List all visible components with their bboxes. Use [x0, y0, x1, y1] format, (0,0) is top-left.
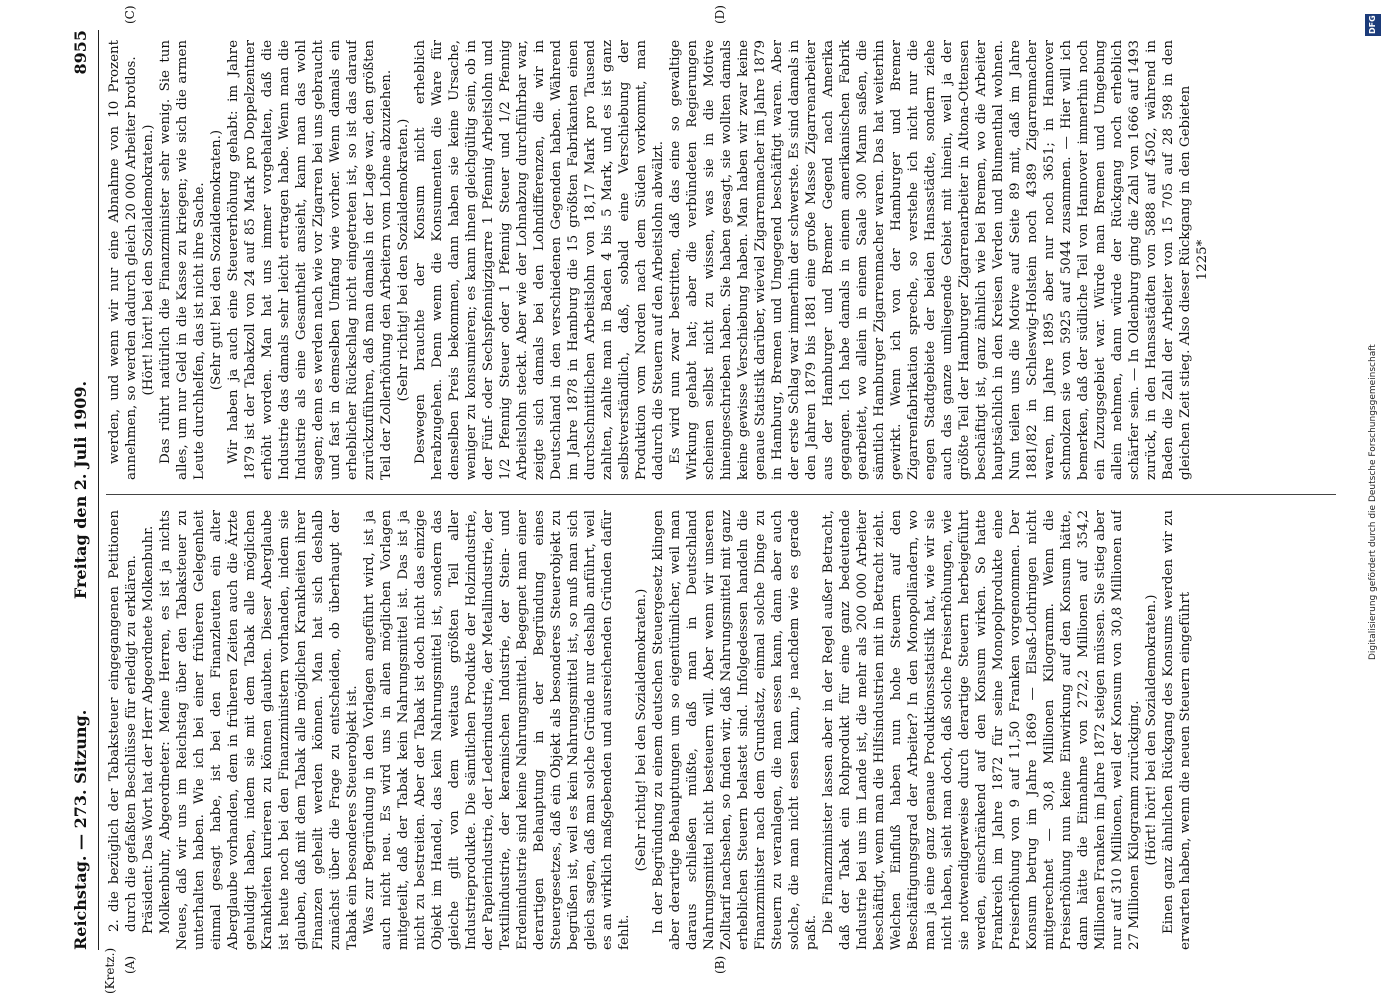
right-column — [106, 40, 1336, 480]
paragraph: In der Begründung zu einem deutschen Steuergesetz klingen aber derartige Behauptungen um so eigentümlicher, weil man daraus schließen müßte, daß man in Deutschland Nahrungsmittel nicht besteuern will. Aber wenn wir unseren Zolltarif nachsehen, so finden wir, daß Nahrungsmittel mit ganz erheblichen Steuern belastet sind. Infolgedessen handeln die Finanzminister nach dem Grundsatz, einmal solche Dinge zu Steuern zu veranlagen, die man essen kann, dann aber auch solche, die man nicht essen kann, je nachdem wie es gerade paßt. — [651, 510, 819, 950]
marker-a: (A) — [123, 955, 137, 974]
dfg-logo: DFG — [1365, 14, 1381, 36]
header-center: Freitag den 2. Juli 1909. — [71, 380, 90, 600]
page-header — [72, 30, 96, 950]
paragraph: Was zur Begründung in den Vorlagen angeführt wird, ist ja auch nicht neu. Es wird uns in allen möglichen Vorlagen mitgeteilt, daß der Tabak kein Nahrungsmittel ist. Das ist ja nicht zu bestreiten. Aber der Tabak ist doch nicht das einzige Objekt im Handel, das kein Nahrungsmittel ist, sondern das gleiche gilt von dem weitaus größten Teil aller Industrieprodukte. Die sämtlichen Produkte der Holzindustrie, der Papierindustrie, der Lederindustrie, der Metallindustrie, der Textilindustrie, der keramischen Industrie, der Stein- und Erdenindustrie sind keine Nahrungsmittel. Begegnet man einer derartigen Behauptung in der Begründung eines Steuergesetzes, daß ein Objekt als besonderes Steuerobjekt zu begrüßen ist, weil es kein Nahrungsmittel ist, so muß man sich gleich sagen, daß man solche Gründe nur deshalb anführt, weil es an wirklich maßgebenden und ausreichenden Gründen dafür fehlt. — [362, 510, 632, 950]
paragraph: (Sehr gut! bei den Sozialdemokraten.) — [209, 129, 224, 391]
paragraph: Die Finanzminister lassen aber in der Regel außer Betracht, daß der Tabak ein Rohprodukt für eine ganz bedeutende Industrie bei uns im Lande ist, die mehr als 200 000 Arbeiter beschäftigt, wenn man die Hilfsindustrien mit in Betracht zieht. Welchen Einfluß haben nun hohe Steuern auf den Beschäftigungsgrad der Arbeiter? In den Monopolländern, wo man ja eine ganz genaue Produktionsstatistik hat, wie wir sie nicht haben, sieht man doch, daß solche Preiserhöhungen, wie sie notwendigerweise durch derartige Steuern herbeigeführt werden, einschränkend auf den Konsum wirken. So hatte Frankreich im Jahre 1872 für seine Monopolprodukte eine Preiserhöhung von 9 auf 11,50 Franken vorgenommen. Der Konsum betrug im Jahre 1869 — Elsaß-Lothringen nicht mitgerechnet — 30,8 Millionen Kilogramm. Wenn die Preiserhöhung nun keine Einwirkung auf den Konsum hätte, dann hätte die Einnahme von 272,2 Millionen auf 354,2 Millionen Franken im Jahre 1872 steigen müssen. Sie stieg aber nur auf 310 Millionen, weil der Konsum von 30,8 Millionen auf 27 Millionen Kilogramm zurückging. — [821, 510, 1142, 950]
header-rule — [98, 30, 99, 950]
column-divider — [106, 494, 1336, 495]
header-left: Reichstag. — 273. Sitzung. — [71, 709, 90, 950]
paragraph: (Sehr richtig! bei den Sozialdemokraten.) — [634, 588, 649, 872]
dfg-credit — [1365, 14, 1381, 974]
marker-d: (D) — [713, 5, 727, 24]
paragraph: Deswegen brauchte der Konsum nicht erheblich herabzugehen. Denn wenn die Konsumenten die Ware für denselben Preis bekommen, dann haben sie keine Ursache, weniger zu konsumieren; es kann ihnen gleichgültig sein, ob in der Fünf- oder Sechspfennigzigarre 1 Pfennig Arbeitslohn und 1/2 Pfennig Steuer oder 1 Pfennig Steuer und 1/2 Pfennig Arbeitslohn steckt. Aber wie der Lohnabzug durchführbar war, zeigte sich damals bei den Lohndifferenzen, die wir in Deutschland in den verschiedenen Gegenden haben. Während im Jahre 1878 in Hamburg die 15 größten Fabrikanten einen durchschnittlichen Arbeitslohn von 18,17 Mark pro Tausend zahlten, zahlte man in Baden 4 bis 5 Mark, und es ist ganz selbstverständlich, daß, sobald eine Verschiebung der Produktion vom Norden nach dem Süden vorkommt, man dadurch die Steuern auf den Arbeitslohn abwälzt. — [413, 40, 666, 480]
paragraph: Das rührt natürlich die Finanzminister sehr wenig. Sie tun alles, um nur Geld in die Kasse zu kriegen; wie sich die armen Leute durchhelfen, das ist nicht ihre Sache. — [158, 40, 207, 480]
paragraph: Wir haben ja auch eine Steuererhöhung gehabt: im Jahre 1879 ist der Tabakzoll von 24 auf 85 Mark pro Doppelzentner erhöht worden. Man hat uns immer vorgehalten, daß die Industrie das damals sehr leicht ertragen habe. Wenn man die Industrie als eine Gesamtheit ansieht, kann man das wohl sagen; denn es werden nach wie vor Zigarren bei uns gebraucht und fast in demselben Umfang wie vorher. Wenn damals ein erheblicher Rückschlag nicht eingetreten ist, so ist das darauf zurückzuführen, daß man damals in der Lage war, den größten Teil der Zollerhöhung den Arbeitern vom Lohne abzuziehen. — [226, 40, 394, 480]
rotated-document-page — [71, 5, 1352, 994]
marker-c: (C) — [123, 5, 137, 24]
paragraph: (Hört! hört! bei den Sozialdemokraten.) — [1144, 594, 1159, 866]
paragraph: werden, und wenn wir nur eine Abnahme von 10 Prozent annehmen, so werden dadurch gleich 20 000 Arbeiter brotlos. — [107, 40, 139, 480]
paragraph: Präsident: Das Wort hat der Herr Abgeordnete Molkenbuhr. — [141, 525, 156, 934]
marginal-note: (Kretz.) — [103, 947, 117, 994]
paragraph: (Sehr richtig! bei den Sozialdemokraten.) — [396, 118, 411, 402]
paragraph: 2. die bezüglich der Tabaksteuer eingegangenen Petitionen durch die gefaßten Beschlüsse für erledigt zu erklären. — [107, 510, 139, 932]
paragraph: (Hört! hört! bei den Sozialdemokraten.) — [141, 124, 156, 396]
marker-b: (B) — [713, 955, 727, 974]
left-column — [106, 510, 1336, 950]
dfg-credit-text: Digitalisierung gefördert durch die Deutsche Forschungsgemeinschaft — [1368, 344, 1378, 660]
paragraph: Molkenbuhr, Abgeordneter: Meine Herren, es ist ja nichts Neues, daß wir uns im Reichstag über den Tabaksteuer zu unterhalten haben. Wie ich bei einer früheren Gelegenheit einmal gesagt habe, ist bei den Finanzleuten ein alter Aberglaube vorhanden, dem in früheren Zeiten auch die Ärzte gehuldigt haben, indem sie mit dem Tabak alle möglichen Krankheiten kurieren zu können glaubten. Dieser Aberglaube ist heute noch bei den Finanzministern vorhanden, indem sie glauben, daß mit dem Tabak alle möglichen Krankheiten ihrer Finanzen geheilt werden können. Man hat sich deshalb zunächst über die Frage zu entscheiden, ob überhaupt der Tabak ein besonderes Steuerobjekt ist. — [158, 510, 360, 950]
page-number: 8955 — [71, 30, 90, 75]
paragraph: Einen ganz ähnlichen Rückgang des Konsums werden wir zu erwarten haben, wenn die neuen Steuern eingeführt — [1161, 510, 1193, 950]
paragraph: Es wird nun zwar bestritten, daß das eine so gewaltige Wirkung gehabt hat; aber die verbündeten Regierungen scheinen selbst nicht zu wissen, was sie in die Motive hineingeschrieben haben. Sie haben gesagt, sie wollten damals keine gewisse Verschiebung haben. Man haben wir zwar keine genaue Statistik darüber, wieviel Zigarrenmacher im Jahre 1879 in Hamburg, Bremen und Umgegend beschäftigt waren. Aber der erste Schlag war immerhin der schwerste. Es sind damals in den Jahren 1879 bis 1881 eine große Masse Zigarrenarbeiter aus der Hamburger und Bremer Gegend nach Amerika gegangen. Ich habe damals in einem amerikanischen Fabrik gearbeitet, wo allein in einem Saale 300 Mann saßen, die sämtlich Hamburger Zigarrenmacher waren. Das hat weiterhin gewirkt. Wenn ich von der Hamburger und Bremer Zigarrenfabrikation spreche, so verstehe ich nicht nur die engen Stadtgebiete der beiden Hansastädte, sondern ziehe auch das ganze umliegende Gebiet mit hinein, weil ja der größte Teil der Hamburger Zigarrenarbeiter in Altona-Ottensen beschäftigt ist, ganz ähnlich wie bei Bremen, wo die Arbeiter hauptsächlich in den Kreisen Verden und Blumenthal wohnen. Nun teilen uns die Motive auf Seite 89 mit, daß im Jahre 1881/82 in Schleswig-Holstein noch 4389 Zigarrenmacher waren, im Jahre 1895 aber nur noch 3651; in Hannover schmolzen sie von 5925 auf 5044 zusammen. — Hier will ich bemerken, daß der südliche Teil von Hannover immerhin noch ein Zuzugsgebiet war. Würde man Bremen und Umgebung allein nehmen, dann würde der Rückgang noch erheblich schärfer sein. — In Oldenburg ging die Zahl von 1666 auf 1493 zurück, in den Hansastädten von 5888 auf 4502, während in Baden die Zahl der Arbeiter von 15 705 auf 28 598 in den gleichen Zeit stieg. Also dieser Rückgang in den Gebieten — [668, 40, 1193, 480]
paragraph: 1225* — [1195, 239, 1210, 281]
